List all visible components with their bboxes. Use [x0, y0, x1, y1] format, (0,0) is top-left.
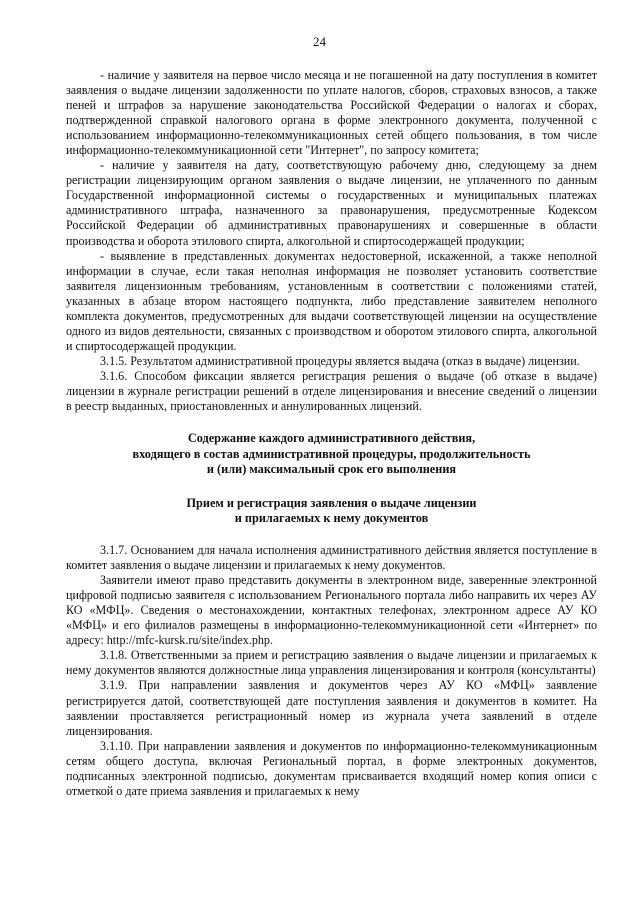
paragraph-3-1-5: 3.1.5. Результатом административной процедуры является выдача (отказ в выдаче) лицензии.	[100, 353, 580, 368]
paragraph-electronic-submission: Заявители имеют право представить документы в электронном виде, заверенные электронной цифровой подписью заявителя с использованием Регионального портала либо направить их через АУ КО «МФЦ». Сведения о местонахождении, контактных телефонах, электронном адресе АУ КО «МФЦ» и его филиалов размещены в информационно-телекоммуникационной сети «Интернет» по адресу: http://mfc-kursk.ru/site/index.php.	[66, 573, 597, 648]
section-heading-line: входящего в состав административной процедуры, продолжительность	[132, 446, 531, 461]
spacer	[66, 414, 597, 431]
paragraph-3-1-6: 3.1.6. Способом фиксации является регистрация решения о выдаче (об отказе в выдаче) лицензии в журнале регистрации решений в отделе лицензирования и внесение сведений о лицензии в реестр выданных, приостановленных и аннулированных лицензий.	[66, 368, 597, 414]
section-heading-line: и (или) максимальный срок его выполнения	[206, 462, 457, 477]
document-body	[66, 68, 597, 799]
subsection-heading-line: Прием и регистрация заявления о выдаче лицензии	[186, 495, 477, 510]
paragraph-3-1-8: 3.1.8. Ответственными за прием и регистрацию заявления о выдаче лицензии и прилагаемых к нему документов являются должностные лица управления лицензирования и контроля (консультанты)	[66, 648, 597, 678]
section-heading-content	[66, 431, 597, 478]
page-number: 24	[313, 34, 326, 49]
subsection-heading-reception	[66, 496, 597, 527]
paragraph-3-1-9: 3.1.9. При направлении заявления и документов через АУ КО «МФЦ» заявление регистрируется датой, соответствующей дате поступления заявления и документов в комитет. На заявлении проставляется регистрационный номер из журнала учета заявлений в отделе лицензирования.	[66, 678, 597, 738]
paragraph-3-1-10: 3.1.10. При направлении заявления и документов по информационно-телекоммуникационным сетям общего доступа, включая Региональный портал, в форме электронных документов, подписанных электронной подписью, документам присваивается входящий номер копия описи с отметкой о дате приема заявления и прилагаемых к нему	[66, 738, 597, 798]
subsection-heading-line: и прилагаемых к нему документов	[234, 511, 429, 526]
spacer	[66, 527, 597, 543]
paragraph-inaccurate-info: - выявление в представленных документах недостоверной, искаженной, а также неполной информации в случае, если такая неполная информация не позволяет установить соответствие заявителя лицензионным требованиям, установленным в соответствии с положениями статей, указанных в абзаце втором настоящего подпункта, либо представление заявителем неполного комплекта документов, предусмотренных для выдачи соответствующей лицензии на осуществление одного из видов деятельности, связанных с производством и оборотом этилового спирта, алкогольной и спиртосодержащей продукции.	[66, 248, 597, 353]
paragraph-3-1-7: 3.1.7. Основанием для начала исполнения административного действия является поступление в комитет заявления о выдаче лицензии и прилагаемых к нему документов.	[66, 543, 597, 573]
paragraph-tax-debt: - наличие у заявителя на первое число месяца и не погашенной на дату поступления в комитет заявления о выдаче лицензии задолженности по уплате налогов, сборов, страховых взносов, а также пеней и штрафов за нарушение законодательства Российской Федерации о налогах и сборах, подтвержденной справкой налогового органа в форме электронного документа, полученной с использованием информационно-телекоммуникационных сетей общего пользования, в том числе информационно-телекоммуникационной сети "Интернет", по запросу комитета;	[66, 68, 597, 158]
paragraph-unpaid-fine: - наличие у заявителя на дату, соответствующую рабочему дню, следующему за днем регистрации лицензирующим органом заявления о выдаче лицензии, не уплаченного по данным Государственной информационной системы о государственных и муниципальных платежах административного штрафа, назначенного за правонарушения, предусмотренные Кодексом Российской Федерации об административных правонарушениях и совершенные в области производства и оборота этилового спирта, алкогольной и спиртосодержащей продукции;	[66, 158, 597, 248]
section-heading-line: Содержание каждого административного действия,	[187, 431, 476, 446]
spacer	[66, 478, 597, 496]
